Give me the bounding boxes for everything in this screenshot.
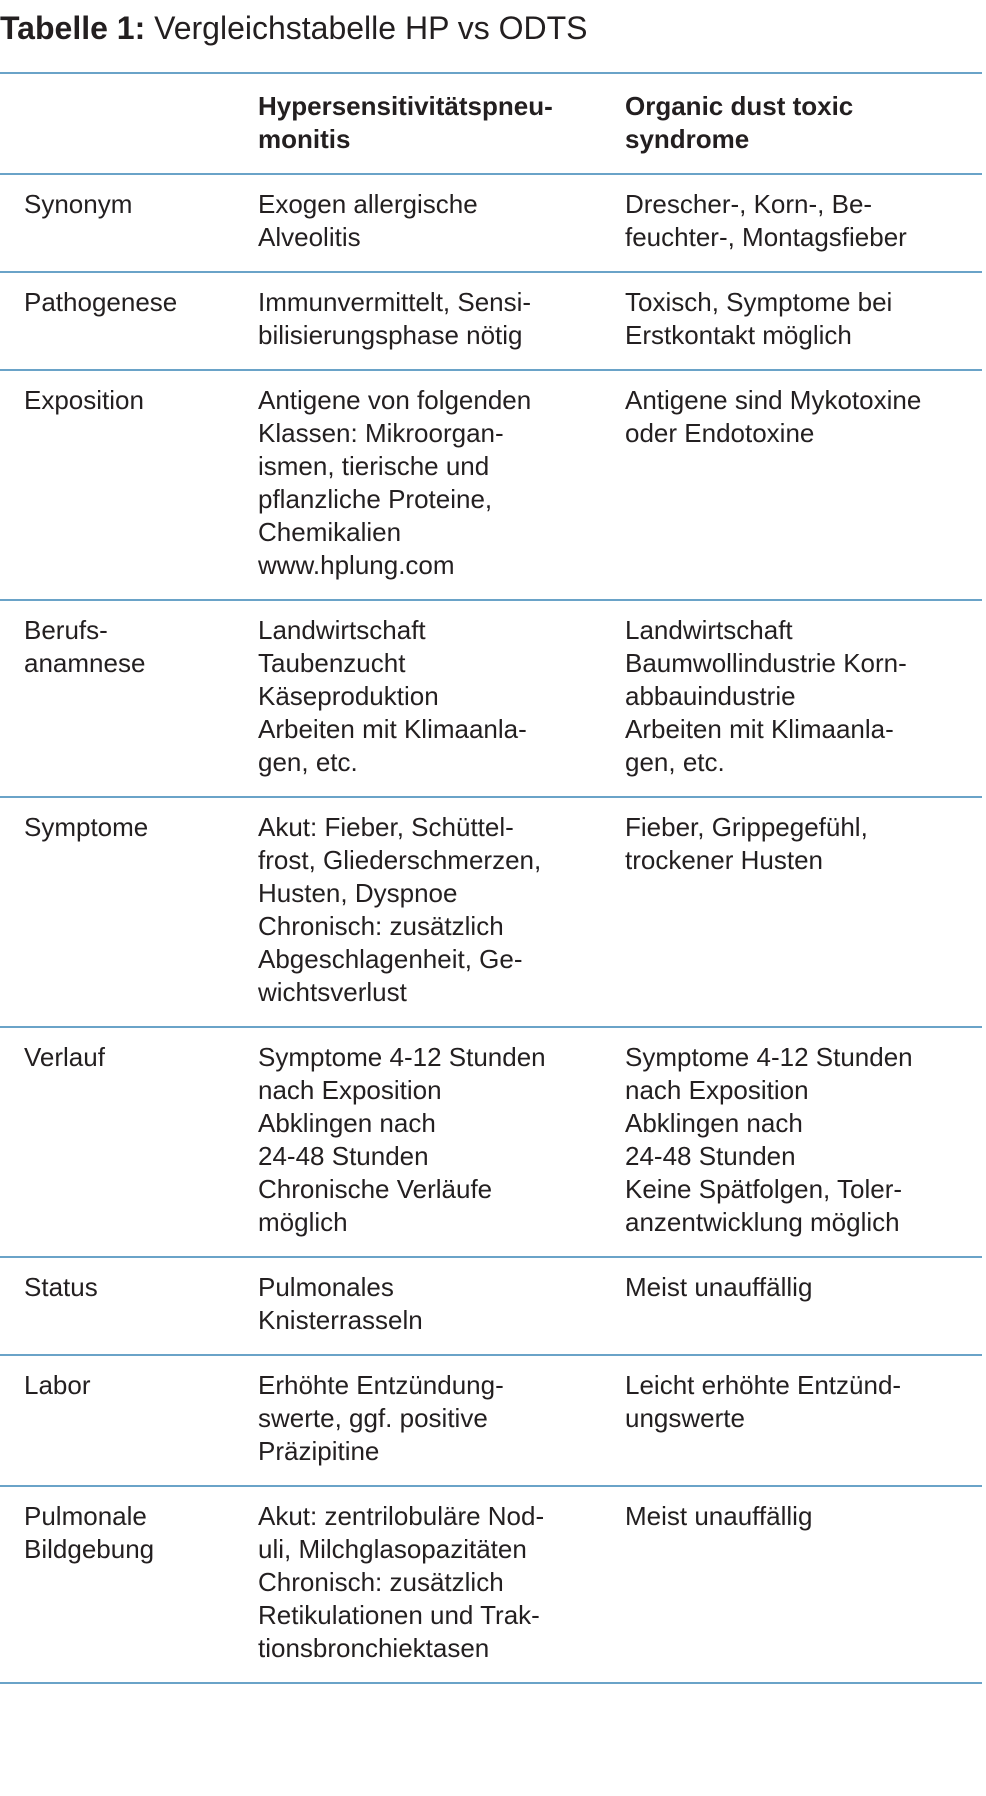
cell-hp: Symptome 4-12 Stunden nach Exposition Abklingen nach 24-48 Stunden Chronische Verläufe möglich bbox=[258, 1042, 546, 1237]
row-label: Labor bbox=[24, 1370, 91, 1400]
row-label: Symptome bbox=[24, 812, 149, 842]
cell-odts: Antigene sind Mykotoxine oder Endotoxine bbox=[625, 385, 922, 448]
cell-odts: Fieber, Grippegefühl, trockener Husten bbox=[625, 812, 868, 875]
header-hp: Hypersensitivitätspneu- monitis bbox=[258, 91, 553, 154]
cell-hp: Exogen allergische Alveolitis bbox=[258, 189, 478, 252]
row-label: Berufs- anamnese bbox=[24, 615, 146, 678]
table-row-synonym bbox=[0, 174, 982, 272]
table-caption bbox=[0, 8, 588, 48]
table-row-bildgebung bbox=[0, 1486, 982, 1683]
table-row-berufsanamnese bbox=[0, 600, 982, 797]
table-row-pathogenese bbox=[0, 272, 982, 370]
header-odts: Organic dust toxic syndrome bbox=[625, 91, 854, 154]
cell-hp: Pulmonales Knisterrasseln bbox=[258, 1272, 423, 1335]
cell-hp: Akut: Fieber, Schüttel- frost, Gliederschmerzen, Husten, Dyspnoe Chronisch: zusätzlich Abgeschlagenheit, Ge- wichtsverlust bbox=[258, 812, 542, 1007]
caption-title: Vergleichstabelle HP vs ODTS bbox=[154, 10, 588, 46]
row-label: Pathogenese bbox=[24, 287, 178, 317]
cell-odts: Meist unauffällig bbox=[625, 1501, 813, 1531]
cell-odts: Landwirtschaft Baumwollindustrie Korn- abbauindustrie Arbeiten mit Klimaanla- gen, etc. bbox=[625, 615, 907, 777]
cell-hp: Antigene von folgenden Klassen: Mikroorgan- ismen, tierische und pflanzliche Proteine, Chemikalien www.hplung.com bbox=[258, 385, 532, 580]
cell-hp: Immunvermittelt, Sensi- bilisierungsphase nötig bbox=[258, 287, 532, 350]
cell-hp: Erhöhte Entzündung- swerte, ggf. positive Präzipitine bbox=[258, 1370, 504, 1466]
table-row-symptome bbox=[0, 797, 982, 1027]
cell-odts: Meist unauffällig bbox=[625, 1272, 813, 1302]
cell-hp: Akut: zentrilobuläre Nod- uli, Milchglasopazitäten Chronisch: zusätzlich Retikulationen und Trak- tionsbronchiektasen bbox=[258, 1501, 545, 1663]
table-row-labor bbox=[0, 1355, 982, 1486]
row-label: Verlauf bbox=[24, 1042, 105, 1072]
cell-odts: Drescher-, Korn-, Be- feuchter-, Montagsfieber bbox=[625, 189, 907, 252]
row-label: Status bbox=[24, 1272, 98, 1302]
cell-odts: Symptome 4-12 Stunden nach Exposition Abklingen nach 24-48 Stunden Keine Spätfolgen, Toler- anzentwicklung möglich bbox=[625, 1042, 913, 1237]
caption-label: Tabelle 1: bbox=[0, 10, 146, 46]
row-label: Exposition bbox=[24, 385, 144, 415]
table-row-status bbox=[0, 1257, 982, 1355]
table-row-verlauf bbox=[0, 1027, 982, 1257]
header-empty bbox=[0, 73, 234, 174]
comparison-table bbox=[0, 72, 982, 1684]
cell-hp: Landwirtschaft Taubenzucht Käseproduktion Arbeiten mit Klimaanla- gen, etc. bbox=[258, 615, 527, 777]
cell-odts: Toxisch, Symptome bei Erstkontakt möglich bbox=[625, 287, 893, 350]
row-label: Synonym bbox=[24, 189, 133, 219]
cell-odts: Leicht erhöhte Entzünd- ungswerte bbox=[625, 1370, 902, 1433]
row-label: Pulmonale Bildgebung bbox=[24, 1501, 155, 1564]
table-header-row bbox=[0, 73, 982, 174]
table-row-exposition bbox=[0, 370, 982, 600]
